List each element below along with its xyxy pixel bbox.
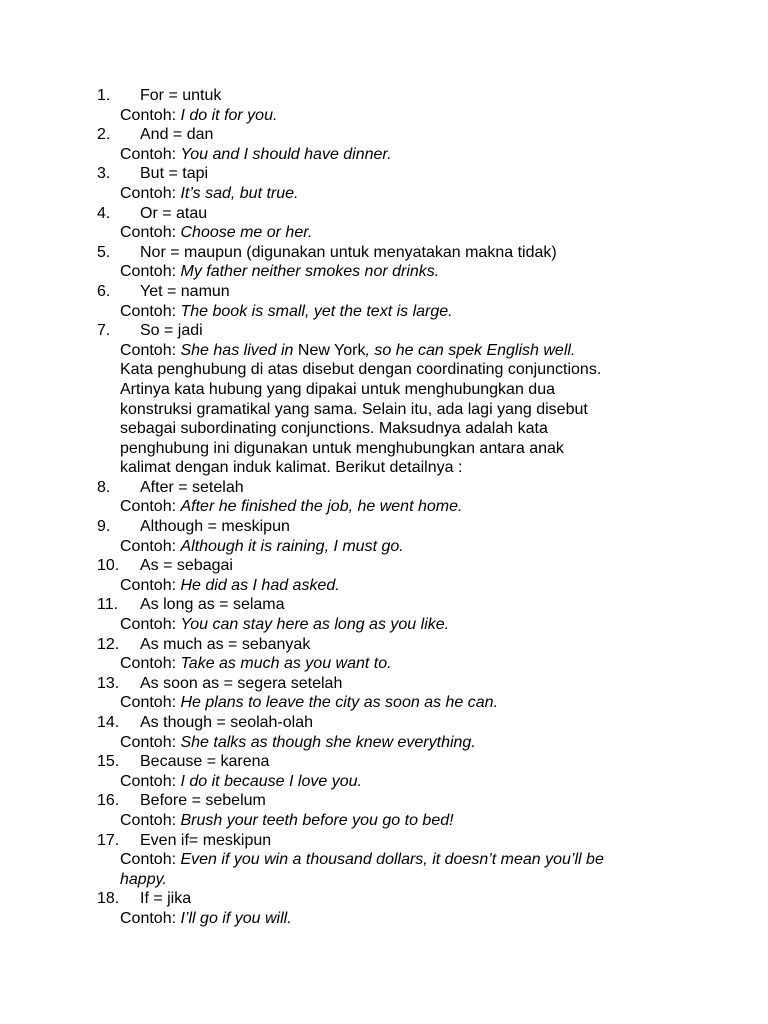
example-label: Contoh: [120, 576, 181, 594]
example-label: Contoh: [120, 772, 181, 790]
example-sentence: It’s sad, but true. [180, 184, 299, 202]
paragraph-line: konstruksi gramatikal yang sama. Selain itu, ada lagi yang disebut [120, 400, 588, 418]
item-term: Nor = maupun (digunakan untuk menyatakan makna tidak) [140, 243, 557, 261]
item-term: Yet = namun [140, 282, 230, 300]
item-number: 12. [97, 635, 120, 653]
item-term: If = jika [140, 890, 192, 908]
item-example [97, 576, 677, 596]
explanation-paragraph [97, 360, 677, 478]
item-number: 17. [97, 831, 120, 849]
item-term: Or = atau [140, 204, 208, 222]
example-sentence: You can stay here as long as you like. [180, 616, 450, 634]
list-item [97, 243, 677, 282]
item-example [97, 184, 677, 204]
item-term: So = jadi [140, 322, 203, 340]
example-label: Contoh: [120, 694, 181, 712]
example-sentence: My father neither smokes nor drinks. [180, 263, 440, 281]
example-label: Contoh: [120, 184, 181, 202]
item-example [97, 733, 677, 753]
item-term: Even if= meskipun [140, 831, 272, 849]
example-sentence: I’ll go if you will. [180, 909, 292, 927]
item-number: 8. [97, 478, 111, 496]
item-number: 3. [97, 165, 111, 183]
example-sentence: Even if you win a thousand dollars, it doesn’t mean you’ll be [180, 851, 604, 869]
list-item [97, 164, 677, 203]
paragraph-line: Kata penghubung di atas disebut dengan coordinating conjunctions. [120, 361, 602, 379]
item-example [97, 341, 677, 361]
item-number: 15. [97, 753, 120, 771]
item-example [97, 106, 677, 126]
list-item [97, 752, 677, 791]
item-number: 13. [97, 674, 120, 692]
list-item [97, 831, 677, 890]
example-label: Contoh: [120, 616, 181, 634]
example-label: Contoh: [120, 341, 181, 359]
example-sentence: I do it because I love you. [180, 772, 362, 790]
item-number: 16. [97, 792, 120, 810]
item-number: 11. [97, 596, 119, 614]
item-example [97, 537, 677, 557]
item-term: As though = seolah-olah [140, 714, 314, 731]
example-sentence: He did as I had asked. [180, 576, 340, 594]
list-item [97, 204, 677, 243]
example-label: Contoh: [120, 302, 181, 320]
list-item [97, 635, 677, 674]
item-term: Before = sebelum [140, 792, 266, 810]
example-label: Contoh: [120, 106, 181, 124]
item-example-continuation [97, 870, 677, 890]
list-item [97, 125, 677, 164]
example-label: Contoh: [120, 145, 181, 163]
example-sentence: Brush your teeth before you go to bed! [180, 811, 454, 829]
example-label: Contoh: [120, 811, 181, 829]
example-sentence: He plans to leave the city as soon as he can. [180, 694, 499, 712]
example-sentence: happy. [120, 870, 167, 888]
example-sentence: Take as much as you want to. [180, 655, 392, 673]
item-example [97, 302, 677, 322]
example-sentence: After he finished the job, he went home. [180, 498, 463, 516]
list-item [97, 478, 677, 517]
item-example [97, 654, 677, 674]
example-sentence-end: , so he can spek English well. [365, 341, 576, 359]
item-term: As soon as = segera setelah [140, 674, 343, 692]
example-sentence: Although it is raining, I must go. [180, 537, 404, 555]
item-term: As long as = selama [140, 596, 285, 614]
item-term: But = tapi [140, 165, 209, 183]
paragraph-line: Artinya kata hubung yang dipakai untuk menghubungkan dua [120, 380, 555, 398]
example-sentence: You and I should have dinner. [180, 145, 392, 163]
item-example [97, 772, 677, 792]
item-example [97, 145, 677, 165]
paragraph-line: penghubung ini digunakan untuk menghubungkan antara anak [120, 439, 564, 457]
example-sentence: I do it for you. [180, 106, 278, 124]
list-item [97, 282, 677, 321]
list-item [97, 674, 677, 713]
example-label: Contoh: [120, 263, 181, 281]
item-number: 1. [97, 87, 111, 104]
item-number: 5. [97, 243, 111, 261]
list-item [97, 595, 677, 634]
item-term: For = untuk [140, 87, 222, 104]
list-item [97, 791, 677, 830]
example-place-name: New York [297, 341, 366, 359]
item-example [97, 262, 677, 282]
item-number: 18. [97, 890, 120, 908]
example-sentence-start: She has lived in [180, 341, 298, 359]
item-example [97, 223, 677, 243]
paragraph-line: sebagai subordinating conjunctions. Maksudnya adalah kata [120, 420, 548, 438]
item-term: Although = meskipun [140, 518, 290, 536]
item-term: And = dan [140, 126, 214, 144]
example-label: Contoh: [120, 909, 181, 927]
item-example [97, 811, 677, 831]
item-example [97, 497, 677, 517]
conjunction-list [97, 86, 677, 929]
list-item [97, 517, 677, 556]
list-item [97, 556, 677, 595]
item-number: 9. [97, 518, 111, 536]
example-label: Contoh: [120, 537, 181, 555]
list-item [97, 321, 677, 360]
example-sentence: Choose me or her. [180, 224, 313, 242]
item-number: 10. [97, 557, 120, 575]
item-example [97, 909, 677, 929]
example-label: Contoh: [120, 655, 181, 673]
item-term: As = sebagai [140, 557, 233, 575]
list-item [97, 86, 677, 125]
item-number: 2. [97, 126, 111, 144]
example-label: Contoh: [120, 224, 181, 242]
list-item [97, 713, 677, 752]
item-number: 14. [97, 714, 120, 731]
item-example [97, 693, 677, 713]
item-example [97, 615, 677, 635]
list-item [97, 889, 677, 928]
item-example [97, 850, 677, 870]
item-term: As much as = sebanyak [140, 635, 311, 653]
paragraph-line: kalimat dengan induk kalimat. Berikut detailnya : [120, 459, 463, 477]
example-label: Contoh: [120, 498, 181, 516]
item-number: 6. [97, 282, 111, 300]
item-number: 4. [97, 204, 111, 222]
example-label: Contoh: [120, 733, 181, 751]
example-sentence: The book is small, yet the text is large. [180, 302, 453, 320]
item-term: After = setelah [140, 478, 244, 496]
example-sentence: She talks as though she knew everything. [180, 733, 476, 751]
item-term: Because = karena [140, 753, 270, 771]
example-sentence [180, 342, 575, 359]
example-label: Contoh: [120, 851, 181, 869]
item-number: 7. [97, 322, 111, 340]
